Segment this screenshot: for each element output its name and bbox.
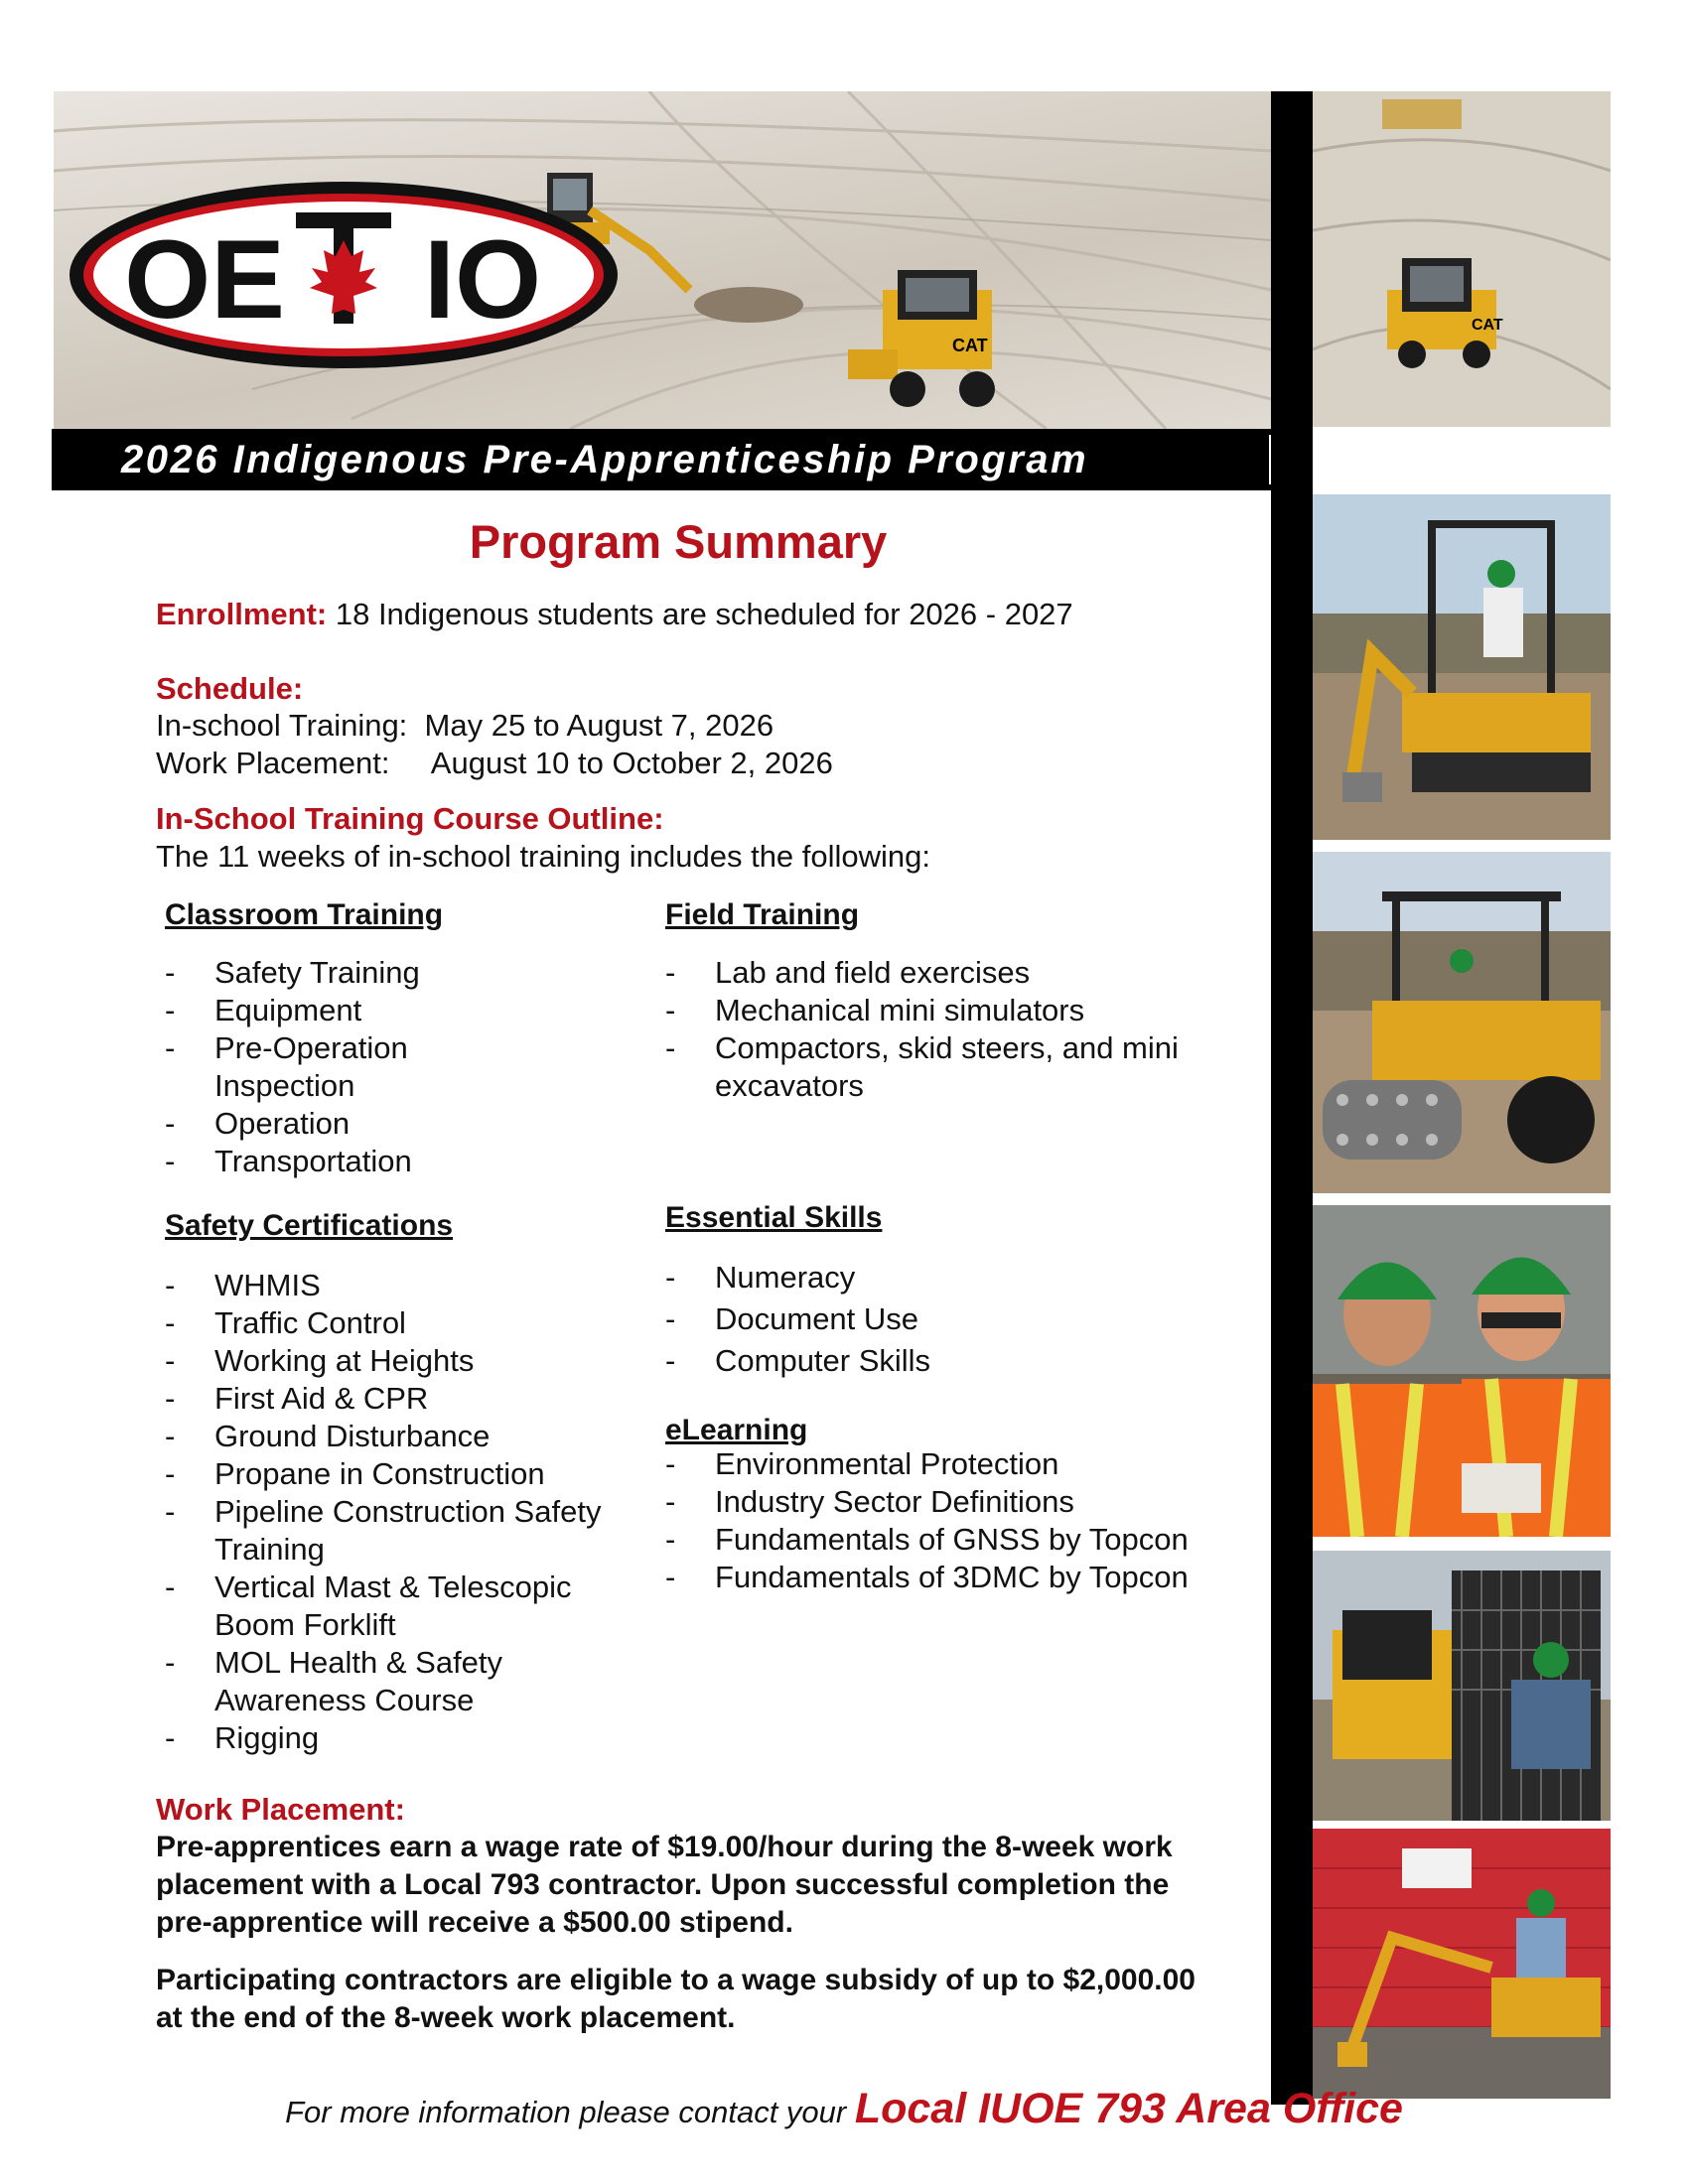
essential-skills-list [665,1257,1221,1382]
field-training-heading: Field Training [665,898,860,931]
list-item: - Industry Sector Definitions [665,1483,1241,1521]
list-item: - Propane in Construction [165,1455,661,1493]
list-item: - Fundamentals of 3DMC by Topcon [665,1559,1241,1596]
list-item: - Numeracy [665,1257,1221,1298]
logo-text-right: IO [423,217,542,341]
program-summary-heading: Program Summary [469,515,888,568]
elearning-heading: eLearning [665,1414,808,1446]
footer-text: For more information please contact your [285,2095,855,2129]
photo-trainees-hardhats [1313,1205,1611,1537]
schedule-label: Schedule: [156,671,304,706]
right-black-strip [1271,91,1313,2105]
photo-skid-steer-operator [1313,1551,1611,1821]
enrollment-line [156,596,1073,633]
list-item: - Compactors, skid steers, and mini excavators [665,1029,1221,1105]
photo-simulator [1313,1829,1611,2099]
enrollment-label: Enrollment: [156,597,328,631]
list-item: - First Aid & CPR [165,1380,661,1418]
list-item: - Environmental Protection [665,1445,1241,1483]
list-item: - Safety Training [165,954,641,992]
skid-steer-graphic [848,270,995,407]
list-item: - WHMIS [165,1267,661,1304]
safety-certifications-list [165,1267,661,1757]
list-item: - Computer Skills [665,1340,1221,1382]
list-item: - Lab and field exercises [665,954,1241,992]
list-item: - Operation [165,1105,641,1143]
field-training-list [665,954,1241,1105]
photo-mini-excavator-operator [1313,494,1611,840]
essential-skills-heading: Essential Skills [665,1201,883,1234]
list-item: - Pre-Operation Inspection [165,1029,443,1105]
work-placement-label: Work Placement: [156,1792,405,1827]
outline-text: The 11 weeks of in-school training includes the following: [156,839,931,874]
list-item: - Transportation [165,1143,641,1180]
list-item: - Vertical Mast & Telescopic Boom Forklift [165,1569,602,1644]
schedule-line-2: Work Placement: August 10 to October 2, 2026 [156,746,833,780]
program-title: 2026 Indigenous Pre-Apprenticeship Program [121,437,1089,481]
list-item: - Traffic Control [165,1304,661,1342]
photo-compactor [1313,852,1611,1193]
outline-label: In-School Training Course Outline: [156,801,664,836]
list-item: - Working at Heights [165,1342,661,1380]
program-title-bar [52,429,1269,490]
elearning-list [665,1445,1241,1596]
list-item: - MOL Health & Safety Awareness Course [165,1644,542,1719]
header-banner-photo [54,91,1271,429]
logo-text-left: OE [124,217,285,341]
footer-highlight: Local IUOE 793 Area Office [854,2085,1403,2132]
work-placement-paragraph-1: Pre-apprentices earn a wage rate of $19.00/hour during the 8-week work placement with a Local 793 contractor. Upon successful completion the pre-apprentice will receive a $500.00 stipend. [156,1831,1173,1939]
list-item: - Mechanical mini simulators [665,992,1241,1029]
list-item: - Pipeline Construction Safety Training [165,1493,641,1569]
work-placement-paragraph-2: Participating contractors are eligible to a wage subsidy of up to $2,000.00 at the end of the 8-week work placement. [156,1964,1196,2034]
list-item: - Document Use [665,1298,1221,1340]
list-item: - Ground Disturbance [165,1418,661,1455]
classroom-training-heading: Classroom Training [165,898,444,931]
photo-skid-steer-field [1313,91,1611,427]
safety-certifications-heading: Safety Certifications [165,1209,454,1242]
svg-text:CAT: CAT [1472,317,1503,334]
svg-text:CAT: CAT [952,336,988,355]
enrollment-text: 18 Indigenous students are scheduled for 2026 - 2027 [327,597,1073,631]
list-item: - Fundamentals of GNSS by Topcon [665,1521,1241,1559]
list-item: - Equipment [165,992,641,1029]
classroom-training-list [165,954,641,1180]
list-item: - Rigging [165,1719,661,1757]
schedule-line-1: In-school Training: May 25 to August 7, 2026 [156,708,774,743]
oetio-logo [66,179,622,372]
footer-contact [0,2085,1688,2133]
